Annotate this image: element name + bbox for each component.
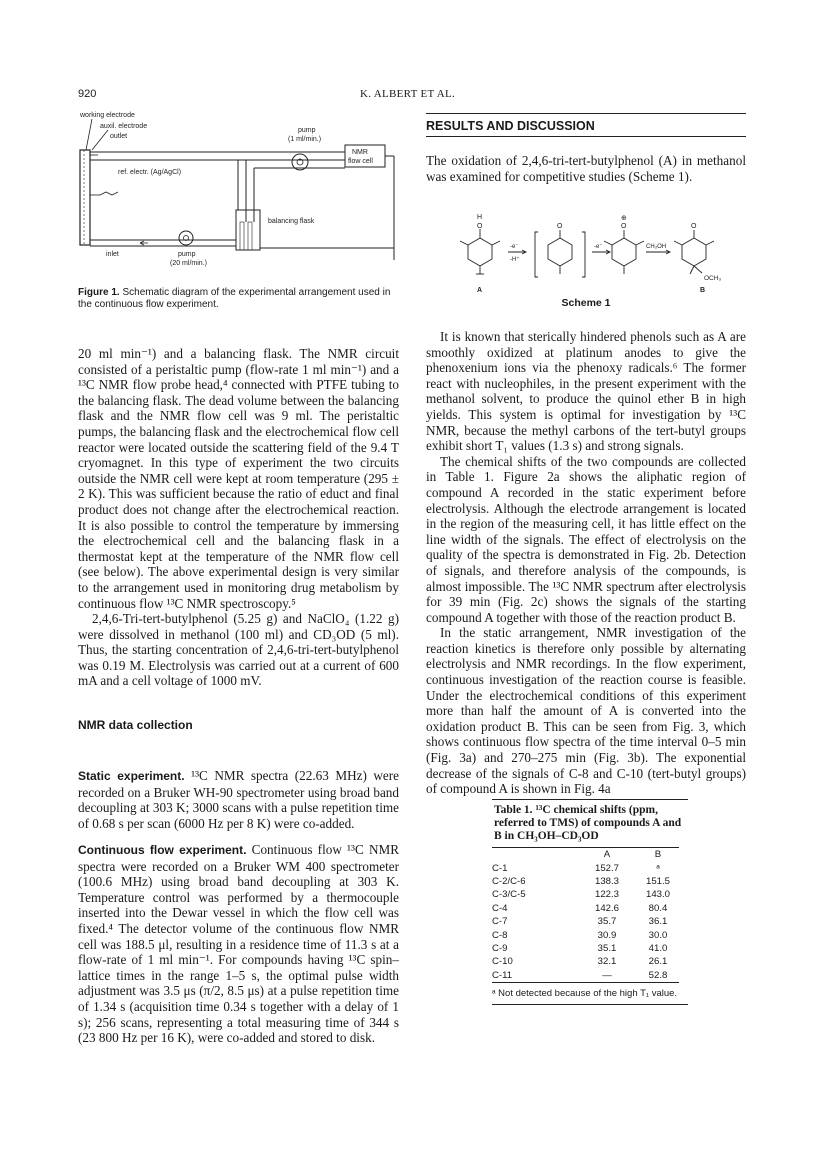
table-cell: 26.1 bbox=[648, 956, 668, 968]
table1-grid bbox=[492, 847, 679, 983]
table-cell: 35.1 bbox=[597, 942, 617, 954]
scheme1-caption: Scheme 1 bbox=[561, 297, 611, 309]
table1-title bbox=[492, 804, 688, 843]
table-row bbox=[492, 969, 679, 983]
rule-below-heading bbox=[426, 136, 746, 137]
table1-footnote: ᵃ Not detected because of the high T₁ value. bbox=[492, 988, 688, 1005]
page-number: 920 bbox=[78, 88, 97, 100]
table-cell: C-10 bbox=[492, 956, 513, 968]
table-row bbox=[492, 955, 679, 968]
table-cell: 32.1 bbox=[597, 956, 617, 968]
flow-experiment-text: Continuous flow ¹³C NMR spectra were recorded on a Bruker WM 400 spectrometer (100.6 MHz) using broad band decoupling at 303 K. Temperature control was performed by a thermocouple inserted into the Dewar vessel in which the flow cell was fixed.⁴ The detector volume of the continuous flow NMR cell was 188.5 μl, resulting in a residence time of 11.3 s at a flow-rate of 1 ml min⁻¹. For compounds having ¹³C spin–lattice times in the range 1–5 s, the optimal pulse width adjustment was 3.5 μs (π/2, 8.5 μs) at a pulse repetition time of 1.34 s (acquisition time 0.34 s together with a delay of 1 s); 256 scans, representing a total measuring time of 344 s (23 800 Hz per 16 K), were co-added and stored to disk. bbox=[78, 842, 399, 1046]
table1-header-cell: A bbox=[603, 849, 611, 861]
table-cell: 138.3 bbox=[594, 875, 619, 887]
scheme-step1-bottom: -H⁺ bbox=[510, 257, 520, 263]
right-para-1: It is known that sterically hindered phenols such as A are smoothly oxidized at platinum anodes to give the phenoxenium ions via the phenoxy radicals.⁶ The former react with nucleophiles, in the present experiment with the methanol solvent, to produce the quinol ether B in high yields. This system is optimal for investigation by ¹³C NMR, because the methyl carbons of the tert-butyl groups exhibit short T₁ values (1.3 s) and strong signals. bbox=[426, 329, 746, 454]
label-flow-cell: flow cell bbox=[348, 158, 373, 165]
scheme-step1-top: -e⁻ bbox=[510, 244, 519, 250]
table1-header-cell: B bbox=[654, 849, 662, 861]
label-inlet: inlet bbox=[106, 251, 119, 258]
label-pump-top: pump bbox=[298, 127, 316, 134]
table-cell: 41.0 bbox=[648, 942, 668, 954]
table-cell: 30.9 bbox=[597, 929, 617, 941]
label-pump-bottom: pump bbox=[178, 251, 196, 258]
static-experiment-paragraph bbox=[78, 768, 399, 831]
scheme1 bbox=[450, 210, 730, 302]
figure1-caption-label: Figure 1. bbox=[78, 287, 120, 298]
label-auxil-electrode: auxil. electrode bbox=[100, 123, 148, 130]
table-cell: 35.7 bbox=[597, 916, 617, 928]
scheme-atom-o-cation: O bbox=[621, 223, 627, 230]
figure1-caption bbox=[78, 287, 398, 311]
static-experiment-label: Static experiment. bbox=[78, 769, 185, 783]
flow-experiment-label: Continuous flow experiment. bbox=[78, 843, 247, 857]
table-cell: ᵃ bbox=[656, 862, 660, 874]
table-row bbox=[492, 942, 679, 955]
table-cell: C-9 bbox=[492, 942, 508, 954]
table-row bbox=[492, 915, 679, 928]
table-cell: C-8 bbox=[492, 929, 508, 941]
scheme-label-a: A bbox=[477, 287, 483, 294]
rule-top-right bbox=[426, 113, 746, 114]
figure1-schematic bbox=[78, 110, 400, 280]
running-title: K. ALBERT ET AL. bbox=[360, 88, 456, 100]
table-cell: 152.7 bbox=[594, 862, 619, 874]
label-pump-top-rate: (1 ml/min.) bbox=[288, 136, 322, 143]
table-cell: 36.1 bbox=[648, 916, 668, 928]
label-ref-electr: ref. electr. (Ag/AgCl) bbox=[118, 169, 182, 176]
table-cell: C-3/C-5 bbox=[492, 889, 526, 901]
table-cell: C-1 bbox=[492, 862, 508, 874]
table-row bbox=[492, 875, 679, 888]
table-cell: C-11 bbox=[492, 969, 513, 981]
label-balancing-flask: balancing flask bbox=[268, 218, 315, 225]
table-row bbox=[492, 861, 679, 874]
label-working-electrode: working electrode bbox=[80, 112, 135, 119]
scheme-substituent: OCH₃ bbox=[704, 275, 722, 282]
scheme-reagent: CH₃OH bbox=[646, 244, 667, 250]
table1-rule-top bbox=[492, 799, 688, 800]
table1-header-cell bbox=[492, 848, 577, 862]
table-row bbox=[492, 928, 679, 941]
scheme-step2-top: -e⁻ bbox=[594, 244, 603, 250]
left-para-2: 2,4,6-Tri-tert-butylphenol (5.25 g) and NaClO₄ (1.22 g) were dissolved in methanol (100 ml) and CD₃OD (5 ml). Thus, the starting concentration of 2,4,6-tri-tert-butylphenol was 0.19 M. Electrolysis was carried out at a current of 600 mA and a cell voltage of 1000 mV. bbox=[78, 611, 399, 689]
right-para-2: The chemical shifts of the two compounds are collected in Table 1. Figure 2a shows the aliphatic region of compound A recorded in the static experiment before electrolysis. Although the electrode arrangement is located in the region of the measuring cell, it has little effect on the line width of the signals. The effect of electrolysis on the quality of the spectra is demonstrated in Fig. 2b. Detection of signals, and therefore analysis of the compounds, is almost impossible. The ¹³C NMR spectrum after electrolysis for 39 min (Fig. 2c) shows the signals of the starting compound A together with those of the reaction product B. bbox=[426, 453, 746, 625]
table1-title-label: Table 1. bbox=[494, 804, 533, 816]
table-cell: 122.3 bbox=[594, 889, 619, 901]
static-experiment-text: ¹³C NMR spectra (22.63 MHz) were recorded on a Bruker WH-90 spectrometer using broad band decoupling at 303 K; 3000 scans with a pulse repetition time of 0.68 s per scan (6000 Hz per 8 K) were co-added. bbox=[78, 768, 400, 831]
table-cell: 52.8 bbox=[648, 969, 668, 981]
table-cell: 151.5 bbox=[645, 875, 670, 887]
table-cell: C-4 bbox=[492, 902, 508, 914]
scheme-atom-h: H bbox=[477, 214, 483, 221]
table-cell: 142.6 bbox=[594, 902, 619, 914]
right-para-3: In the static arrangement, NMR investigation of the reaction kinetics is therefore only possible by alternating electrolysis and NMR recordings. In the flow experiment, continuous investigation of the reaction course is feasible. Under the electrochemical conditions of this experiment more than half the amount of A is converted into the oxidation product B. This can be seen from Fig. 3, which shows continuous flow spectra of the time interval 0–5 min (Fig. 3a) and 270–275 min (Fig. 3b). The exponential decrease of the signals of C-8 and C-10 (tert-butyl groups) of compound A is shown in Fig. 4a bbox=[426, 625, 746, 797]
table-cell: 143.0 bbox=[645, 889, 670, 901]
flow-experiment-paragraph bbox=[78, 842, 399, 1046]
table1-header-row bbox=[492, 848, 679, 862]
figure1-caption-text: Schematic diagram of the experimental arrangement used in the continuous flow experiment. bbox=[78, 287, 391, 310]
section-heading-nmr-data: NMR data collection bbox=[78, 718, 193, 732]
table-cell: 30.0 bbox=[648, 929, 668, 941]
label-outlet: outlet bbox=[110, 133, 128, 140]
table1 bbox=[492, 799, 688, 1005]
label-pump-bottom-rate: (20 ml/min.) bbox=[170, 260, 207, 267]
scheme-charge-plus: ⊕ bbox=[621, 215, 627, 222]
table-cell: C-2/C-6 bbox=[492, 875, 526, 887]
table-cell: C-7 bbox=[492, 916, 508, 928]
left-para-1: 20 ml min⁻¹) and a balancing flask. The NMR circuit consisted of a peristaltic pump (flow-rate 1 ml min⁻¹) and a ¹³C NMR flow probe head,⁴ connected with PTFE tubing to the balancing flask. The dead volume between the balancing flask and the NMR flow cell was 9 ml. The peristaltic pumps, the balancing flask and the electrochemical flow cell reactor were located outside the scattering field of the 9.4 T cryomagnet. In this type of experiment the two circuits outside the NMR cell were kept at room temperature (295 ± 2 K). This was sufficient because the ratio of educt and final product does not change after the electrochemical reaction. It is also possible to control the temperature by immersing the electrochemical cell and the balancing flask in a thermostat kept at the temperature of the NMR flow cell (see below). The above experimental design is very similar to the arrangement used in monitoring drug metabolism by continuous flow ¹³C NMR spectroscopy.⁵ bbox=[78, 346, 399, 611]
scheme-label-b: B bbox=[700, 287, 706, 294]
table1-title-text: ¹³C chemical shifts (ppm, referred to TMS) of compounds A and B in CH₃OH–CD₃OD bbox=[494, 804, 682, 842]
scheme-atom-o-b: O bbox=[691, 223, 697, 230]
right-column bbox=[426, 329, 746, 797]
table-cell: 80.4 bbox=[648, 902, 668, 914]
scheme-atom-o-a: O bbox=[477, 223, 483, 230]
results-intro: The oxidation of 2,4,6-tri-tert-butylphenol (A) in methanol was examined for competitive studies (Scheme 1). bbox=[426, 153, 746, 184]
scheme-atom-o-radical: O bbox=[557, 223, 563, 230]
table-row bbox=[492, 902, 679, 915]
table-cell: — bbox=[602, 969, 612, 981]
section-heading-results: RESULTS AND DISCUSSION bbox=[426, 119, 595, 133]
table-row bbox=[492, 888, 679, 901]
label-nmr: NMR bbox=[352, 149, 368, 156]
left-column bbox=[78, 346, 399, 689]
